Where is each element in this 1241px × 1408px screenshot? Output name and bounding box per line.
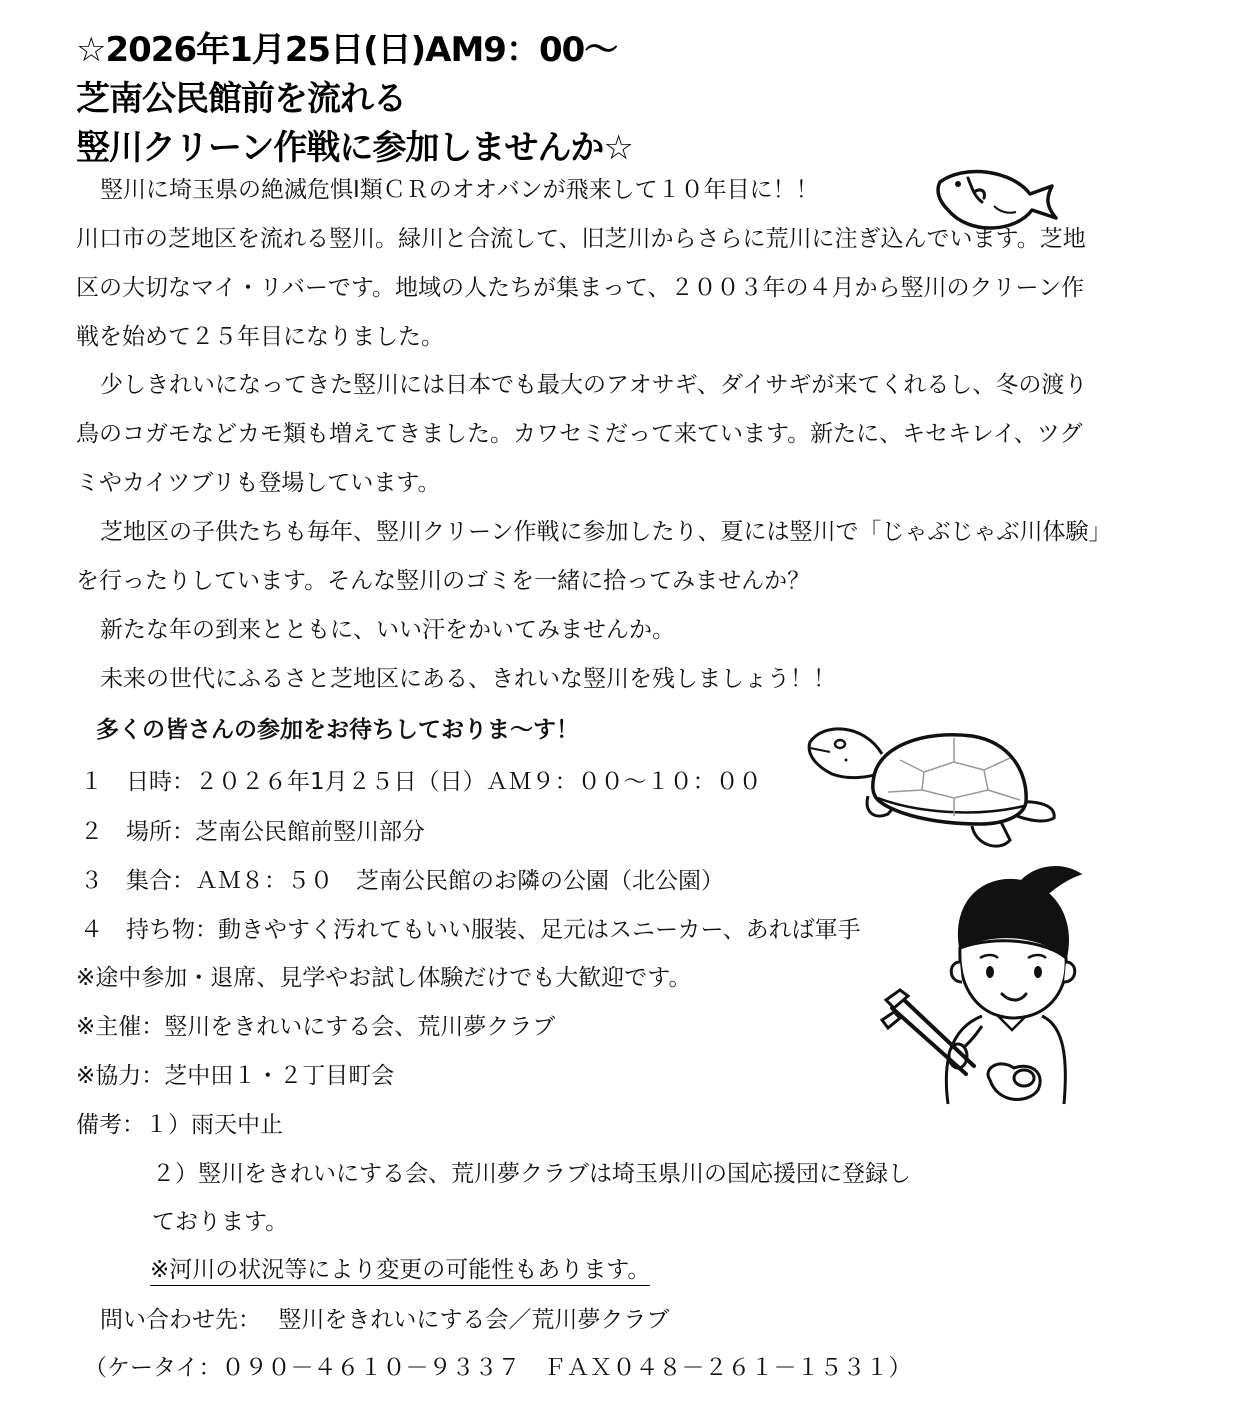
intro-line-4: 戦を始めて２５年目になりました。: [76, 324, 444, 350]
intro-line-2: 川口市の芝地区を流れる竪川。緑川と合流して、旧芝川からさらに荒川に注ぎ込んでいます。芝地: [76, 226, 1086, 252]
kids-line-1: 芝地区の子供たちも毎年、竪川クリーン作戦に参加したり、夏には竪川で「じゃぶじゃぶ川体験」: [100, 519, 1112, 545]
kids-line-2: を行ったりしています。そんな竪川のゴミを一緒に拾ってみませんか？: [76, 568, 811, 594]
detail-meeting: ３ 集合：ＡＭ８：５０ 芝南公民館のお隣の公園（北公園）: [80, 868, 724, 894]
note-welcome: ※途中参加・退席、見学やお試し体験だけでも大歓迎です。: [76, 965, 692, 991]
kids-paragraph: [76, 508, 1171, 606]
title-line-2: 芝南公民館前を流れる: [76, 79, 406, 119]
intro-line-3: 区の大切なマイ・リバーです。地域の人たちが集まって、２００３年の４月から竪川のクリーン作: [76, 275, 1085, 301]
birds-paragraph: [76, 361, 1171, 508]
turtle-icon: [804, 716, 1062, 856]
contact-org: 竪川をきれいにする会／荒川夢クラブ: [278, 1307, 670, 1333]
detail-belongings: ４ 持ち物：動きやすく汚れてもいい服装、足元はスニーカー、あれば軍手: [80, 917, 861, 943]
page-title: [76, 26, 633, 173]
intro-line-1: 竪川に埼玉県の絶滅危惧Ⅰ類ＣＲのオオバンが飛来して１０年目に！！: [100, 177, 819, 203]
contact-phones: （ケータイ：０９０－４６１０－９３３７ ＦＡＸ０４８－２６１－１５３１）: [84, 1355, 912, 1381]
remark-registration-2: ております。: [152, 1209, 289, 1235]
birds-line-3: ミやカイツブリも登場しています。: [76, 470, 441, 496]
birds-line-1: 少しきれいになってきた竪川には日本でも最大のアオサギ、ダイサギが来てくれるし、冬の渡り: [100, 372, 1088, 398]
remark-registration-1: ２）竪川をきれいにする会、荒川夢クラブは埼玉県川の国応援団に登録し: [152, 1161, 911, 1187]
volunteer-icon: [878, 858, 1084, 1106]
birds-line-2: 鳥のコガモなどカモ類も増えてきました。カワセミだって来ています。新たに、キセキレイ、ツグ: [76, 421, 1083, 447]
detail-datetime: １ 日時：２０２６年1月２５日（日）ＡＭ９：００～１０：００: [80, 769, 762, 795]
note-cooperation: ※協力：芝中田１・２丁目町会: [76, 1063, 395, 1089]
remark-change-notice: [150, 1246, 650, 1295]
contact-label: 問い合わせ先：: [100, 1307, 261, 1333]
remark-rain: 備考：１）雨天中止: [76, 1112, 283, 1138]
closing-line-1: 新たな年の到来とともに、いい汗をかいてみませんか。: [100, 617, 675, 643]
fish-icon: [934, 160, 1060, 240]
contact-line: [100, 1296, 669, 1345]
detail-place: ２ 場所：芝南公民館前竪川部分: [80, 819, 425, 845]
closing-paragraph: [76, 606, 1171, 704]
title-line-1: ☆2026年1月25日(日)AM9：00～: [76, 30, 618, 70]
invite-text: 多くの皆さんの参加をお待ちしておりま～す！: [96, 717, 579, 743]
title-line-3: 竪川クリーン作戦に参加しませんか☆: [76, 128, 633, 168]
closing-line-2: 未来の世代にふるさと芝地区にある、きれいな竪川を残しましょう！！: [100, 666, 836, 692]
note-organizer: ※主催：竪川をきれいにする会、荒川夢クラブ: [76, 1014, 556, 1040]
change-notice-text: ※河川の状況等により変更の可能性もあります。: [150, 1257, 650, 1286]
